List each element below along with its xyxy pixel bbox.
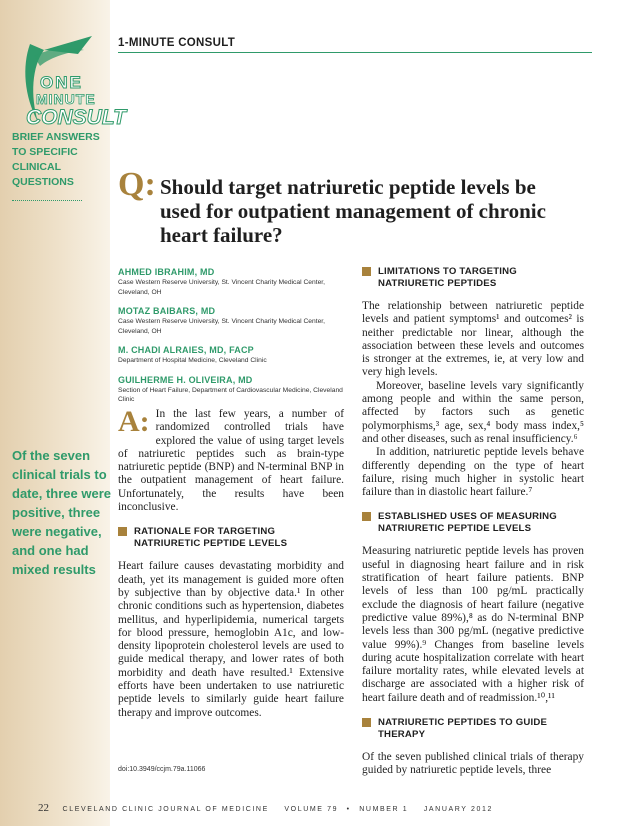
- header-divider: [118, 52, 592, 53]
- author-affiliation: Case Western Reserve University, St. Vincent Charity Medical Center, Cleveland, OH: [118, 279, 326, 296]
- square-bullet-icon: [362, 718, 371, 727]
- pull-quote: Of the seven clinical trials to date, three were positive, three were negative, and one had mixed results: [12, 448, 111, 577]
- section-heading-text: RATIONALE FOR TARGETING NATRIURETIC PEPTIDE LEVELS: [134, 526, 288, 550]
- answer-text: In the last few years, a number of randomized controlled trials have explored the value of using target levels of natriuretic peptides such as brain-type natriuretic peptide (BNP) and N-terminal BNP in the outpatient management of heart failure. Unfortunately, the results have been inconclusive.: [118, 408, 344, 514]
- section-heading-text: LIMITATIONS TO TARGETING NATRIURETIC PEPTIDES: [378, 266, 517, 289]
- section-heading-text: NATRIURETIC PEPTIDES TO GUIDE THERAPY: [378, 717, 548, 741]
- tagline-divider: [12, 200, 82, 201]
- question-mark-label: Q:: [118, 166, 156, 203]
- logo-minute-text: MINUTE: [36, 91, 96, 107]
- journal-name: CLEVELAND CLINIC JOURNAL OF MEDICINE: [62, 806, 269, 813]
- limitations-paragraph-3: In addition, natriuretic peptide levels behave differently depending on the type of heart failure, rising much higher in systolic heart failure than in diastolic heart failure.⁷: [362, 446, 584, 499]
- limitations-paragraph-2: Moreover, baseline levels vary significantly among people and within the same person, affected by factors such as genetic polymorphisms,³ age, sex,⁴ body mass index,⁵ and other diseases, such as renal insufficiency.⁶: [362, 379, 584, 445]
- answer-paragraph: [118, 405, 344, 514]
- left-column: [118, 405, 344, 720]
- volume-label: VOLUME 79: [284, 806, 339, 813]
- logo-consult-text: CONSULT: [26, 106, 126, 129]
- author-entry: [118, 344, 344, 366]
- author-name: M. CHADI ALRAIES, MD, FACP: [118, 345, 254, 355]
- article-title: Should target natriuretic peptide levels be used for outpatient management of chronic heart failure?: [160, 175, 546, 247]
- section-heading-limitations: [362, 266, 584, 290]
- section-header: 1-MINUTE CONSULT: [118, 37, 236, 49]
- page-number: 22: [38, 802, 49, 814]
- section-heading-guide: [362, 717, 584, 741]
- author-name: GUILHERME H. OLIVEIRA, MD: [118, 374, 253, 385]
- answer-mark-label: A:: [118, 405, 150, 438]
- author-entry: [118, 305, 344, 336]
- author-list: [118, 266, 344, 413]
- right-column: [362, 266, 584, 778]
- page-footer: [38, 802, 493, 814]
- section-heading-established: [362, 511, 584, 535]
- author-affiliation: Case Western Reserve University, St. Vincent Charity Medical Center, Cleveland, OH: [118, 318, 326, 335]
- author-entry: [118, 266, 344, 297]
- rationale-paragraph: Heart failure causes devastating morbidity and death, yet its management is guided more often by subjective than by objective data.¹ In other chronic conditions such as hypertension, diabetes mellitus, and hyperlipidemia, numerical targets for blood pressure, hemoglobin A1c, and low-density lipoprotein cholesterol levels are used to guide medical therapy, and lower rates of both morbidity and death have resulted.¹ Extensive efforts have been undertaken to use natriuretic peptide levels to similarly guide heart failure therapy and improve outcomes.: [118, 560, 344, 719]
- section-heading-rationale: [118, 526, 344, 550]
- author-name: MOTAZ BAIBARS, MD: [118, 306, 216, 316]
- square-bullet-icon: [118, 527, 127, 536]
- square-bullet-icon: [362, 512, 371, 521]
- author-affiliation: Section of Heart Failure, Department of Cardiovascular Medicine, Cleveland Clinic: [118, 386, 343, 403]
- square-bullet-icon: [362, 267, 371, 276]
- limitations-paragraph-1: The relationship between natriuretic peptide levels and patient symptoms¹ and outcomes² is neither predictable nor linear, although the association between these levels and outcomes is stronger at the extremes, ie, at very low and very high levels.: [362, 300, 584, 379]
- author-affiliation: Department of Hospital Medicine, Cleveland Clinic: [118, 357, 267, 364]
- established-paragraph: Measuring natriuretic peptide levels has proven useful in diagnosing heart failure and in risk stratification of heart failure patients. BNP levels of less than 100 pg/mL practically exclude the diagnosis of heart failure (negative predictive value 89%),⁸ as do N-terminal BNP levels less than 300 pg/mL (negative predictive value 99%).⁹ Changes from baseline levels during acute hospitalization correlate with heart failure mortality rates, while elevated levels at discharge are associated with a higher risk of heart failure death and of readmission.¹⁰,¹¹: [362, 545, 584, 704]
- guide-paragraph: Of the seven published clinical trials of therapy guided by natriuretic peptide levels, three: [362, 751, 584, 777]
- section-tagline: BRIEF ANSWERS TO SPECIFIC CLINICAL QUESTIONS: [12, 131, 100, 188]
- author-entry: [118, 374, 344, 405]
- one-minute-consult-logo: [0, 36, 126, 136]
- logo-one-text: ONE: [40, 73, 83, 92]
- section-heading-text: ESTABLISHED USES OF MEASURING NATRIURETIC PEPTIDE LEVELS: [378, 511, 557, 535]
- issue-date: JANUARY 2012: [423, 806, 493, 813]
- issue-number: NUMBER 1: [359, 806, 409, 813]
- doi-text: doi:10.3949/ccjm.79a.11066: [118, 766, 206, 773]
- author-name: AHMED IBRAHIM, MD: [118, 267, 215, 277]
- bullet-separator: •: [346, 806, 351, 813]
